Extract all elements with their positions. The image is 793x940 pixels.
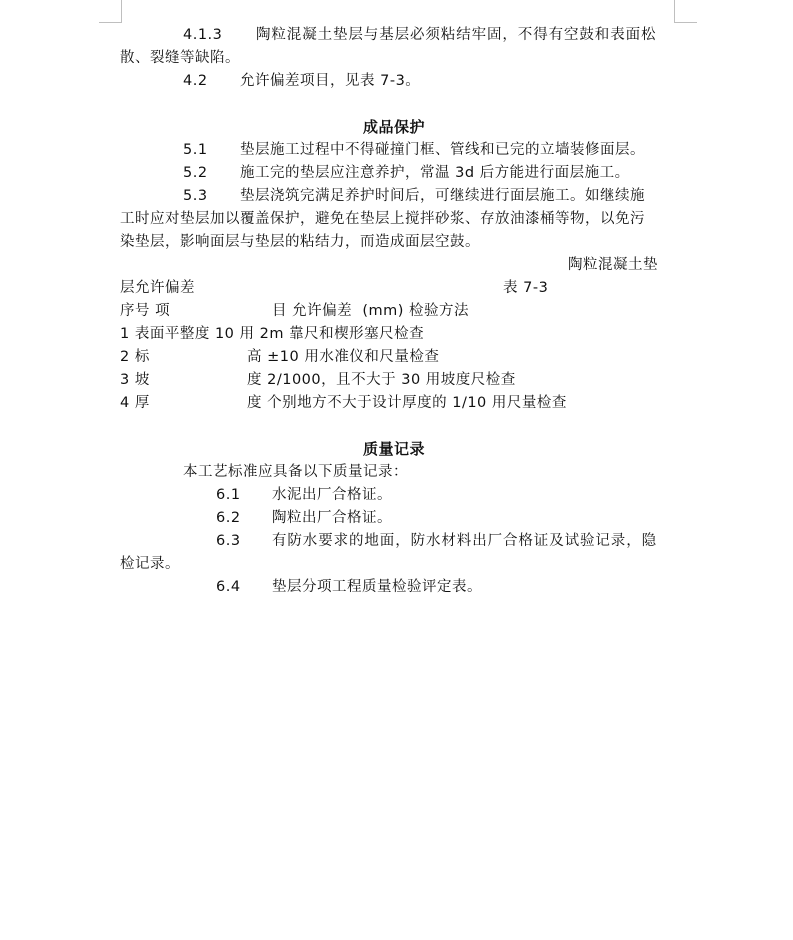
- item-5-1-number: 5.1: [183, 142, 208, 158]
- quality-records-intro: 本工艺标准应具备以下质量记录：: [183, 464, 408, 480]
- table-row-4-content: 度 个别地方不大于设计厚度的 1/10 用尺量检查: [247, 395, 567, 411]
- table-title-part2: 层允许偏差: [120, 280, 195, 296]
- table-row-1: 1 表面平整度 10 用 2m 靠尺和楔形塞尺检查: [120, 326, 425, 342]
- heading-quality-records: 质量记录: [363, 440, 426, 458]
- item-5-2-number: 5.2: [183, 165, 208, 181]
- item-6-1-text: 水泥出厂合格证。: [272, 487, 392, 503]
- item-6-2-number: 6.2: [216, 510, 241, 526]
- item-5-3-text-line3: 染垫层，影响面层与垫层的粘结力，而造成面层空鼓。: [120, 234, 480, 250]
- table-row-3-index: 3 坡: [120, 372, 150, 388]
- table-row-4-index: 4 厚: [120, 395, 150, 411]
- item-5-3-text-line1: 垫层浇筑完满足养护时间后，可继续进行面层施工。如继续施: [240, 188, 645, 204]
- item-6-1-number: 6.1: [216, 487, 241, 503]
- item-4-1-3-text-line1: 陶粒混凝土垫层与基层必须粘结牢固，不得有空鼓和表面松: [256, 27, 657, 43]
- table-row-2-index: 2 标: [120, 349, 150, 365]
- item-6-3-text-line1: 有防水要求的地面，防水材料出厂合格证及试验记录，隐: [272, 533, 657, 549]
- item-6-4-text: 垫层分项工程质量检验评定表。: [272, 579, 482, 595]
- item-6-3-text-line2: 检记录。: [120, 556, 180, 572]
- page-corner-mark-right: [674, 0, 697, 23]
- page-corner-mark-left: [99, 0, 122, 23]
- table-title-part1: 陶粒混凝土垫: [568, 257, 658, 273]
- table-row-3-content: 度 2/1000，且不大于 30 用坡度尺检查: [247, 372, 516, 388]
- item-6-2-text: 陶粒出厂合格证。: [272, 510, 392, 526]
- table-header-right: 目 允许偏差 (mm) 检验方法: [272, 303, 469, 319]
- item-4-1-3-number: 4.1.3: [183, 27, 223, 43]
- table-header-left: 序号 项: [120, 303, 171, 319]
- heading-product-protection: 成品保护: [363, 118, 426, 136]
- table-row-2-content: 高 ±10 用水准仪和尺量检查: [247, 349, 440, 365]
- item-5-3-text-line2: 工时应对垫层加以覆盖保护，避免在垫层上搅拌砂浆、存放油漆桶等物，以免污: [120, 211, 645, 227]
- item-5-2-text: 施工完的垫层应注意养护，常温 3d 后方能进行面层施工。: [240, 165, 630, 181]
- item-4-2-text: 允许偏差项目，见表 7-3。: [240, 73, 421, 89]
- item-4-2-number: 4.2: [183, 73, 208, 89]
- item-6-3-number: 6.3: [216, 533, 241, 549]
- item-6-4-number: 6.4: [216, 579, 241, 595]
- item-5-1-text: 垫层施工过程中不得碰撞门框、管线和已完的立墙装修面层。: [240, 142, 645, 158]
- item-4-1-3-text-line2: 散、裂缝等缺陷。: [120, 50, 240, 66]
- item-5-3-number: 5.3: [183, 188, 208, 204]
- table-number: 表 7-3: [503, 280, 549, 296]
